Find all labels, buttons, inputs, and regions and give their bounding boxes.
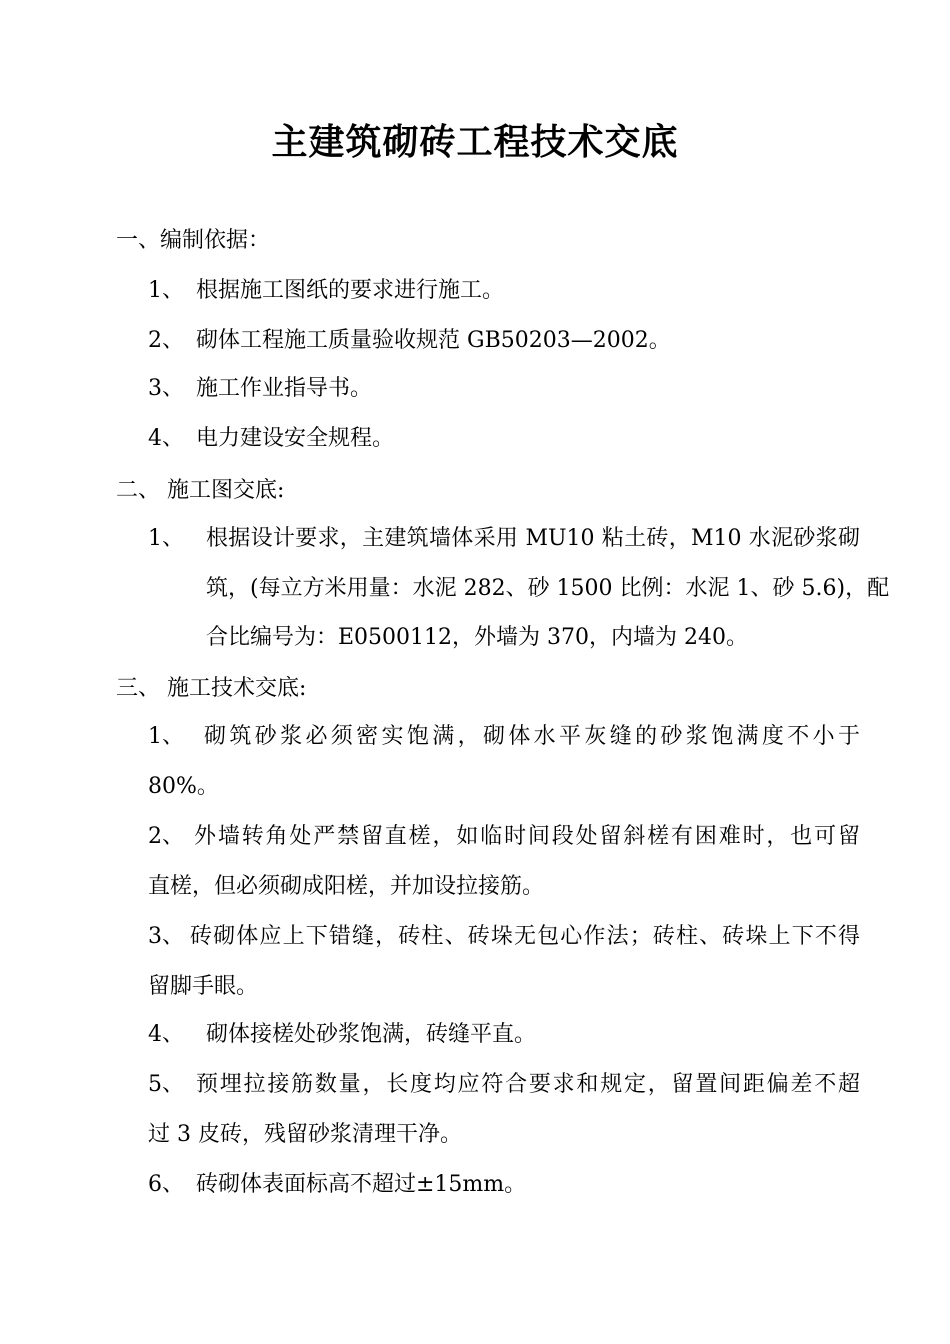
item-text: 砌体工程施工质量验收规范 GB50203—2002。 <box>196 328 671 353</box>
section-heading-drawings: 二、 施工图交底: <box>116 478 285 503</box>
item-text: 电力建设安全规程。 <box>196 426 395 451</box>
item-number: 4、 <box>148 1022 184 1047</box>
item-number: 3、 <box>148 376 184 401</box>
item-text-continued: 筑，(每立方米用量：水泥 282、砂 1500 比例：水泥 1、砂 5.6)，配 <box>206 576 890 601</box>
item-number: 4、 <box>148 426 184 451</box>
item-number: 1、 <box>148 278 184 303</box>
item-text-continued: 过 3 皮砖，残留砂浆清理干净。 <box>148 1122 462 1147</box>
item-number: 3、 <box>148 924 184 949</box>
section-heading-technical: 三、 施工技术交底: <box>116 676 307 701</box>
item-text: 根据设计要求，主建筑墙体采用 MU10 粘土砖，M10 水泥砂浆砌 <box>206 526 860 551</box>
item-text: 砌筑砂浆必须密实饱满，砌体水平灰缝的砂浆饱满度不小于 <box>204 724 860 749</box>
item-text-continued: 直槎，但必须砌成阳槎，并加设拉接筋。 <box>148 874 545 899</box>
item-text-continued: 80%。 <box>148 774 219 799</box>
item-text: 外墙转角处严禁留直槎，如临时间段处留斜槎有困难时，也可留 <box>194 824 860 849</box>
item-number: 1、 <box>148 724 184 749</box>
item-number: 6、 <box>148 1172 184 1197</box>
item-text: 砖砌体应上下错缝，砖柱、砖垛无包心作法；砖柱、砖垛上下不得 <box>190 924 860 949</box>
item-text-continued: 合比编号为：E0500112，外墙为 370，内墙为 240。 <box>206 625 749 650</box>
document-title: 主建筑砌砖工程技术交底 <box>271 121 679 163</box>
item-number: 5、 <box>148 1072 184 1097</box>
item-text: 根据施工图纸的要求进行施工。 <box>196 278 505 303</box>
item-number: 1、 <box>148 526 184 551</box>
item-text: 砖砌体表面标高不超过±15mm。 <box>196 1172 527 1197</box>
item-number: 2、 <box>148 824 184 849</box>
item-text: 施工作业指导书。 <box>196 376 373 401</box>
item-text: 砌体接槎处砂浆饱满，砖缝平直。 <box>206 1022 537 1047</box>
section-heading-basis: 一、编制依据： <box>116 228 271 253</box>
item-number: 2、 <box>148 328 184 353</box>
item-text: 预埋拉接筋数量，长度均应符合要求和规定，留置间距偏差不超 <box>196 1072 860 1097</box>
item-text-continued: 留脚手眼。 <box>148 974 259 999</box>
